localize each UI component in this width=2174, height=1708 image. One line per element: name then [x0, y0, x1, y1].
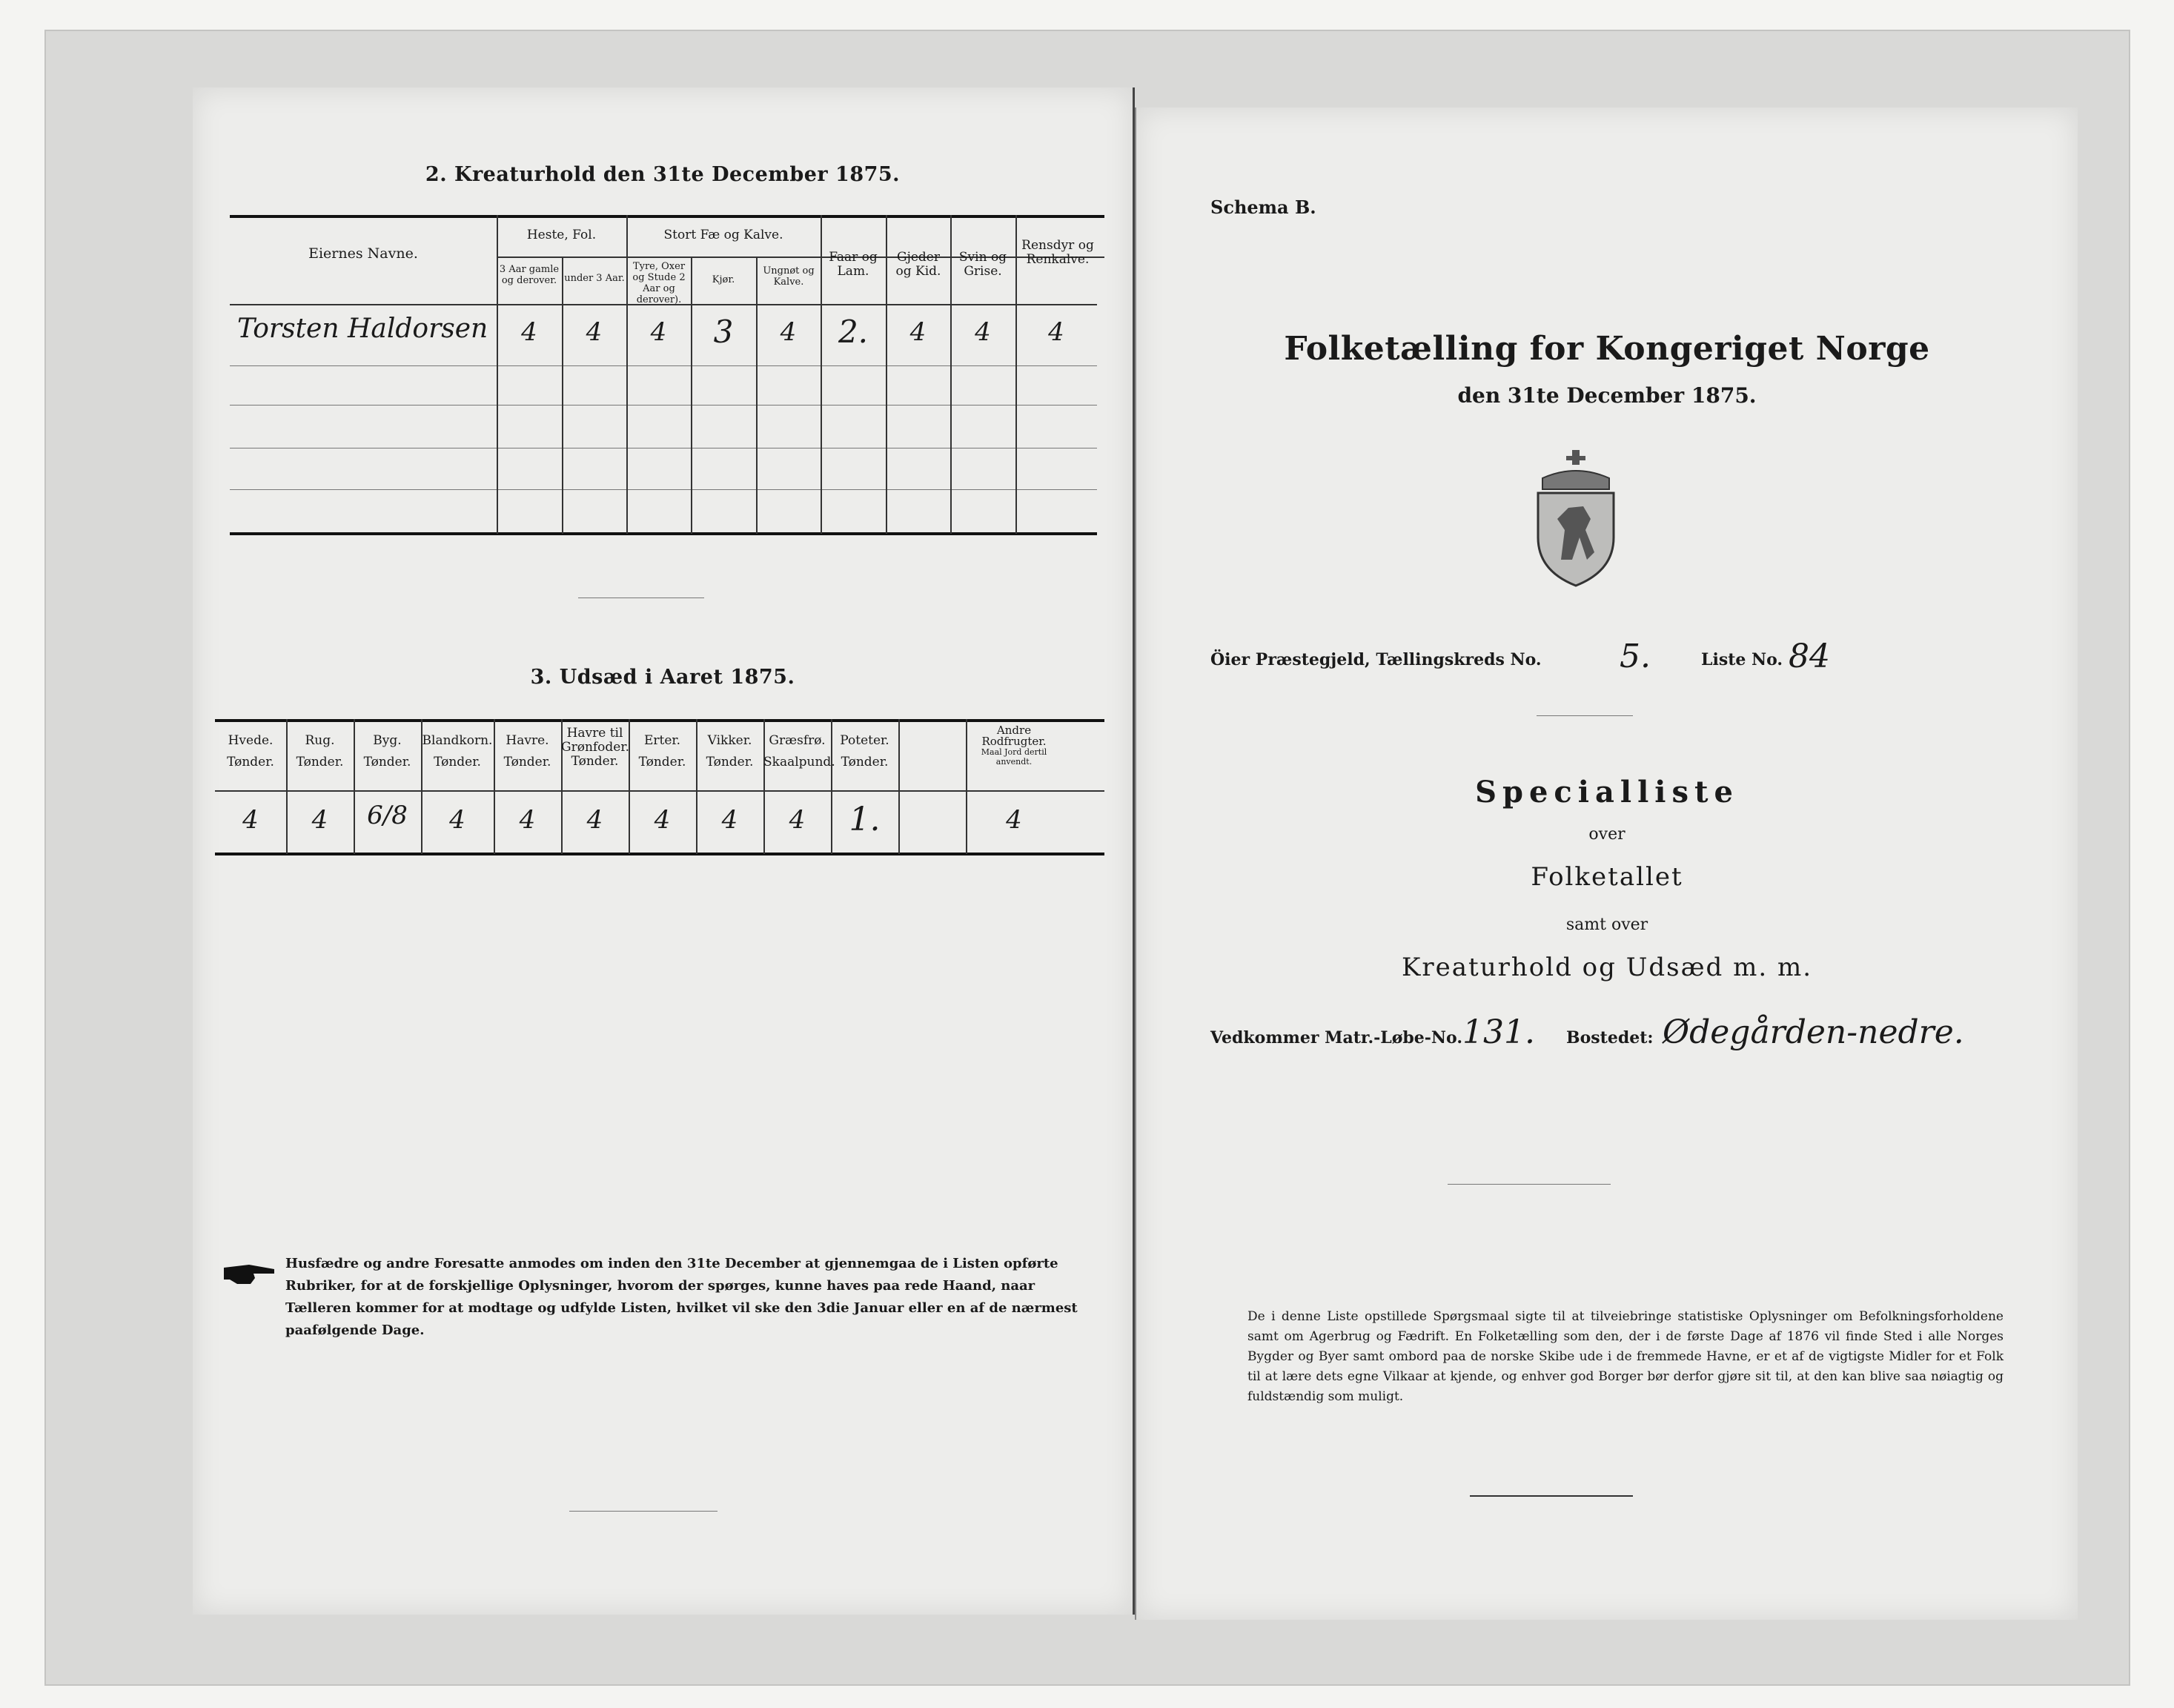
table-cell: 4: [654, 805, 671, 835]
divider: [1448, 1184, 1611, 1185]
column-header: Hvede. Tønder.: [227, 733, 274, 769]
table-cell: 4: [1006, 805, 1022, 835]
section2-title: 2. Kreaturhold den 31te December 1875.: [425, 163, 901, 186]
table-col-line: [562, 256, 563, 534]
sub-header: Ungnøt og Kalve.: [763, 265, 815, 288]
matr-number: 131.: [1462, 1013, 1535, 1051]
special-title: Specialliste: [1475, 775, 1739, 810]
sub-header: Tyre, Oxer og Stude 2 Aar og derover).: [632, 261, 686, 305]
table-cell: 4: [586, 805, 603, 835]
table-cell: 4: [789, 805, 806, 835]
column-header: Erter. Tønder.: [638, 733, 686, 769]
table-cell: 4: [650, 317, 667, 347]
divider: [569, 1511, 718, 1512]
owner-name: Torsten Haldorsen: [237, 314, 488, 344]
table-rule: [215, 790, 1104, 792]
divider: [1537, 715, 1633, 716]
sub-header: 3 Aar gamle og derover.: [499, 264, 560, 286]
sub-header: Faar og Lam.: [829, 250, 878, 279]
table-col-line: [898, 719, 900, 854]
table-rule: [230, 489, 1097, 490]
sub-header: under 3 Aar.: [564, 273, 625, 284]
table-rule: [230, 215, 1104, 218]
sub-header: Rensdyr og Renkalve.: [1021, 238, 1094, 267]
column-header: Havre til Grønfoder. Tønder.: [561, 726, 630, 769]
table-cell: 4: [721, 805, 738, 835]
table-cell: 4: [1048, 317, 1064, 347]
table-col-line: [691, 256, 692, 534]
table-cell: 4: [519, 805, 536, 835]
group-header-stort-fae: Stort Fæ og Kalve.: [663, 228, 783, 242]
group-header-heste: Heste, Fol.: [526, 228, 597, 242]
left-page: [193, 87, 1135, 1615]
table-cell: 4: [521, 317, 537, 347]
table-rule: [230, 532, 1097, 535]
folketallet-text: Folketallet: [1531, 862, 1683, 892]
footer-text: De i denne Liste opstillede Spørgsmaal sigte til at tilveiebringe statistiske Oplysninger om Befolkningsforholdene samt om Agerbrug og Fædrift. En Folketælling som den, der i de første Dage af 1876 vil finde Sted i alle Norges Bygder og Byer samt ombord paa de norske Skibe ude i de fremmede Havne, er et af de vigtigste Midler for et Folk til at lære dets egne Vilkaar at kjende, og enhver god Borger bør derfor gjøre sit til, at den kan blive saa nøiagtig og fuldstændig som muligt.: [1247, 1309, 2004, 1404]
bosted-label: Bostedet:: [1566, 1028, 1654, 1047]
column-header: Blandkorn. Tønder.: [422, 733, 493, 769]
liste-number: 84: [1789, 638, 1830, 675]
kreaturhold-text: Kreaturhold og Udsæd m. m.: [1401, 953, 1812, 982]
coat-of-arms-icon: [1528, 448, 1624, 589]
matr-label: Vedkommer Matr.-Løbe-No.: [1210, 1028, 1462, 1047]
column-header: Vikker. Tønder.: [706, 733, 754, 769]
pointing-hand-icon: [222, 1259, 277, 1288]
table-col-line: [756, 256, 758, 534]
over-text: over: [1588, 825, 1625, 844]
divider: [1470, 1495, 1633, 1497]
owner-header: Eiernes Navne.: [308, 245, 418, 262]
table-cell: 1.: [849, 801, 881, 838]
schema-label: Schema B.: [1210, 196, 1316, 218]
table-cell: 3: [713, 314, 734, 350]
table-cell: 4: [975, 317, 991, 347]
column-header: Havre. Tønder.: [503, 733, 551, 769]
column-header: Poteter. Tønder.: [840, 733, 889, 769]
table-cell: 4: [449, 805, 465, 835]
census-date: den 31te December 1875.: [1457, 383, 1757, 408]
table-cell: 4: [311, 805, 328, 835]
column-header: Andre Rodfrugter. Maal Jord dertil anvendt.: [981, 724, 1047, 767]
sub-header: Kjør.: [712, 274, 735, 285]
bosted-value: Ødegården-nedre.: [1663, 1013, 1964, 1051]
sub-header: Svin og Grise.: [958, 250, 1007, 279]
table-cell: 4: [586, 317, 603, 347]
district-line: Öier Præstegjeld, Tællingskreds No.: [1210, 650, 1542, 669]
kreds-number: 5.: [1620, 638, 1651, 675]
liste-label: Liste No.: [1701, 650, 1783, 669]
instruction-note: Husfædre og andre Foresatte anmodes om inden den 31te December at gjennemgaa de i Listen opførte Rubriker, for at de forskjellige Oplysninger, hvorom der spørges, kunne haves paa rede Haand, naar Tælleren kommer for at modtage og udfylde Listen, hvilket vil ske den 3die Januar eller en af de nærmest paafølgende Dage.: [285, 1256, 1078, 1338]
table-rule: [230, 365, 1097, 366]
table-cell: 2.: [838, 314, 869, 350]
column-header: Rug. Tønder.: [296, 733, 344, 769]
sub-header: Gjeder og Kid.: [895, 250, 941, 279]
table-cell: 6/8: [367, 801, 408, 830]
column-header: Byg. Tønder.: [363, 733, 411, 769]
table-cell: 4: [242, 805, 259, 835]
column-header: Græsfrø. Skaalpund.: [763, 733, 835, 769]
table-cell: 4: [780, 317, 797, 347]
table-rule: [230, 405, 1097, 406]
right-page: [1135, 107, 2078, 1620]
section3-title: 3. Udsæd i Aaret 1875.: [530, 666, 795, 689]
table-rule: [215, 853, 1104, 855]
table-col-line: [497, 215, 498, 534]
samt-over-text: samt over: [1565, 916, 1648, 934]
table-rule: [215, 719, 1104, 722]
table-cell: 4: [909, 317, 927, 347]
census-title: Folketælling for Kongeriget Norge: [1284, 330, 1930, 368]
